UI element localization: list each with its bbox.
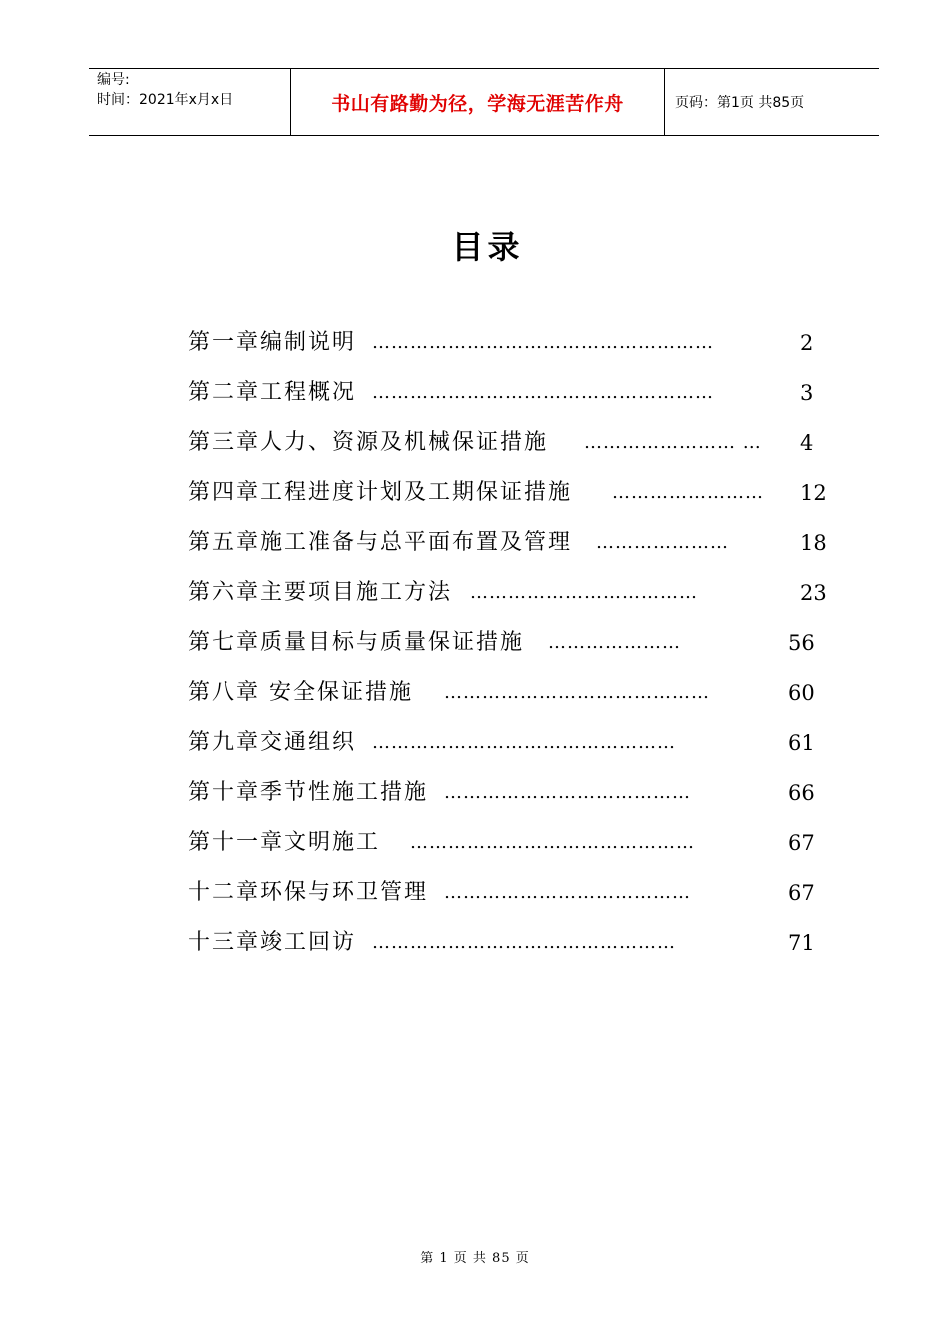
toc-entry[interactable] — [188, 526, 828, 576]
toc-entry-leader: ……………………………………… — [410, 832, 695, 853]
toc-entry-leader: ……………………………………………… — [372, 382, 714, 403]
toc-entry-page: 18 — [800, 531, 827, 555]
toc-entry-label: 第九章交通组织 — [188, 726, 356, 760]
toc-entry-leader: ………………………………………… — [372, 932, 676, 953]
toc-entry-page: 56 — [788, 631, 815, 655]
header-motto: 书山有路勤为径，学海无涯苦作舟 — [331, 92, 624, 115]
toc-entry-label: 第十一章文明施工 — [188, 826, 380, 860]
header-motto-cell — [291, 69, 665, 135]
toc-entry-label: 十二章环保与环卫管理 — [188, 876, 428, 910]
header-page-cell — [665, 69, 879, 135]
toc-entry-label: 第一章编制说明 — [188, 326, 356, 360]
toc-entry[interactable] — [188, 326, 828, 376]
toc-entry[interactable] — [188, 826, 828, 876]
toc-entry-leader: ………………………………… — [444, 882, 691, 903]
toc-entry-page: 61 — [788, 731, 815, 755]
toc-entry-leader: ………………… — [548, 632, 681, 653]
toc-entry-leader: ……………………………………………… — [372, 332, 714, 353]
toc-entry-leader: ……………………………… — [470, 582, 698, 603]
toc-entry-leader: …………………… … — [584, 432, 762, 453]
toc-entry[interactable] — [188, 426, 828, 476]
toc-entry[interactable] — [188, 726, 828, 776]
toc-entry-page: 12 — [800, 481, 827, 505]
toc-entry-label: 第二章工程概况 — [188, 376, 356, 410]
toc-entry-page: 3 — [800, 381, 814, 405]
header-page-code: 页码：第1页 共85页 — [675, 95, 805, 111]
toc-entry-page: 2 — [800, 331, 814, 355]
toc-entry-label: 十三章竣工回访 — [188, 926, 356, 960]
toc-entry[interactable] — [188, 476, 828, 526]
toc-entry-leader: …………………… — [612, 482, 764, 503]
toc-entry-label: 第八章 安全保证措施 — [188, 676, 413, 710]
toc-entry[interactable] — [188, 626, 828, 676]
toc-entry[interactable] — [188, 776, 828, 826]
toc-entry-label: 第七章质量目标与质量保证措施 — [188, 626, 524, 660]
toc-entry-leader: …………………………………… — [444, 682, 710, 703]
toc-entry[interactable] — [188, 376, 828, 426]
toc-entry[interactable] — [188, 876, 828, 926]
doc-number-label: 编号: — [97, 72, 130, 88]
table-of-contents — [188, 326, 828, 976]
toc-title: 目录 — [451, 228, 524, 266]
toc-entry-label: 第十章季节性施工措施 — [188, 776, 428, 810]
toc-entry-page: 67 — [788, 881, 815, 905]
toc-entry-leader: ………………………………… — [444, 782, 691, 803]
toc-entry-leader: ………………………………………… — [372, 732, 676, 753]
toc-entry-label: 第三章人力、资源及机械保证措施 — [188, 426, 548, 460]
toc-entry-label: 第五章施工准备与总平面布置及管理 — [188, 526, 572, 560]
toc-entry[interactable] — [188, 676, 828, 726]
page-footer: 第 1 页 共 85 页 — [420, 1251, 530, 1266]
toc-entry[interactable] — [188, 926, 828, 976]
header-info-cell — [89, 69, 291, 135]
toc-entry-label: 第四章工程进度计划及工期保证措施 — [188, 476, 572, 510]
toc-entry-leader: ………………… — [596, 532, 729, 553]
toc-entry-page: 4 — [800, 431, 814, 455]
toc-entry-page: 23 — [800, 581, 827, 605]
page-header — [89, 68, 879, 136]
doc-time-label: 时间：2021年x月x日 — [97, 92, 234, 108]
toc-entry-page: 71 — [788, 931, 815, 955]
toc-entry-page: 67 — [788, 831, 815, 855]
toc-entry[interactable] — [188, 576, 828, 626]
toc-entry-label: 第六章主要项目施工方法 — [188, 576, 452, 610]
toc-entry-page: 66 — [788, 781, 815, 805]
toc-entry-page: 60 — [788, 681, 815, 705]
